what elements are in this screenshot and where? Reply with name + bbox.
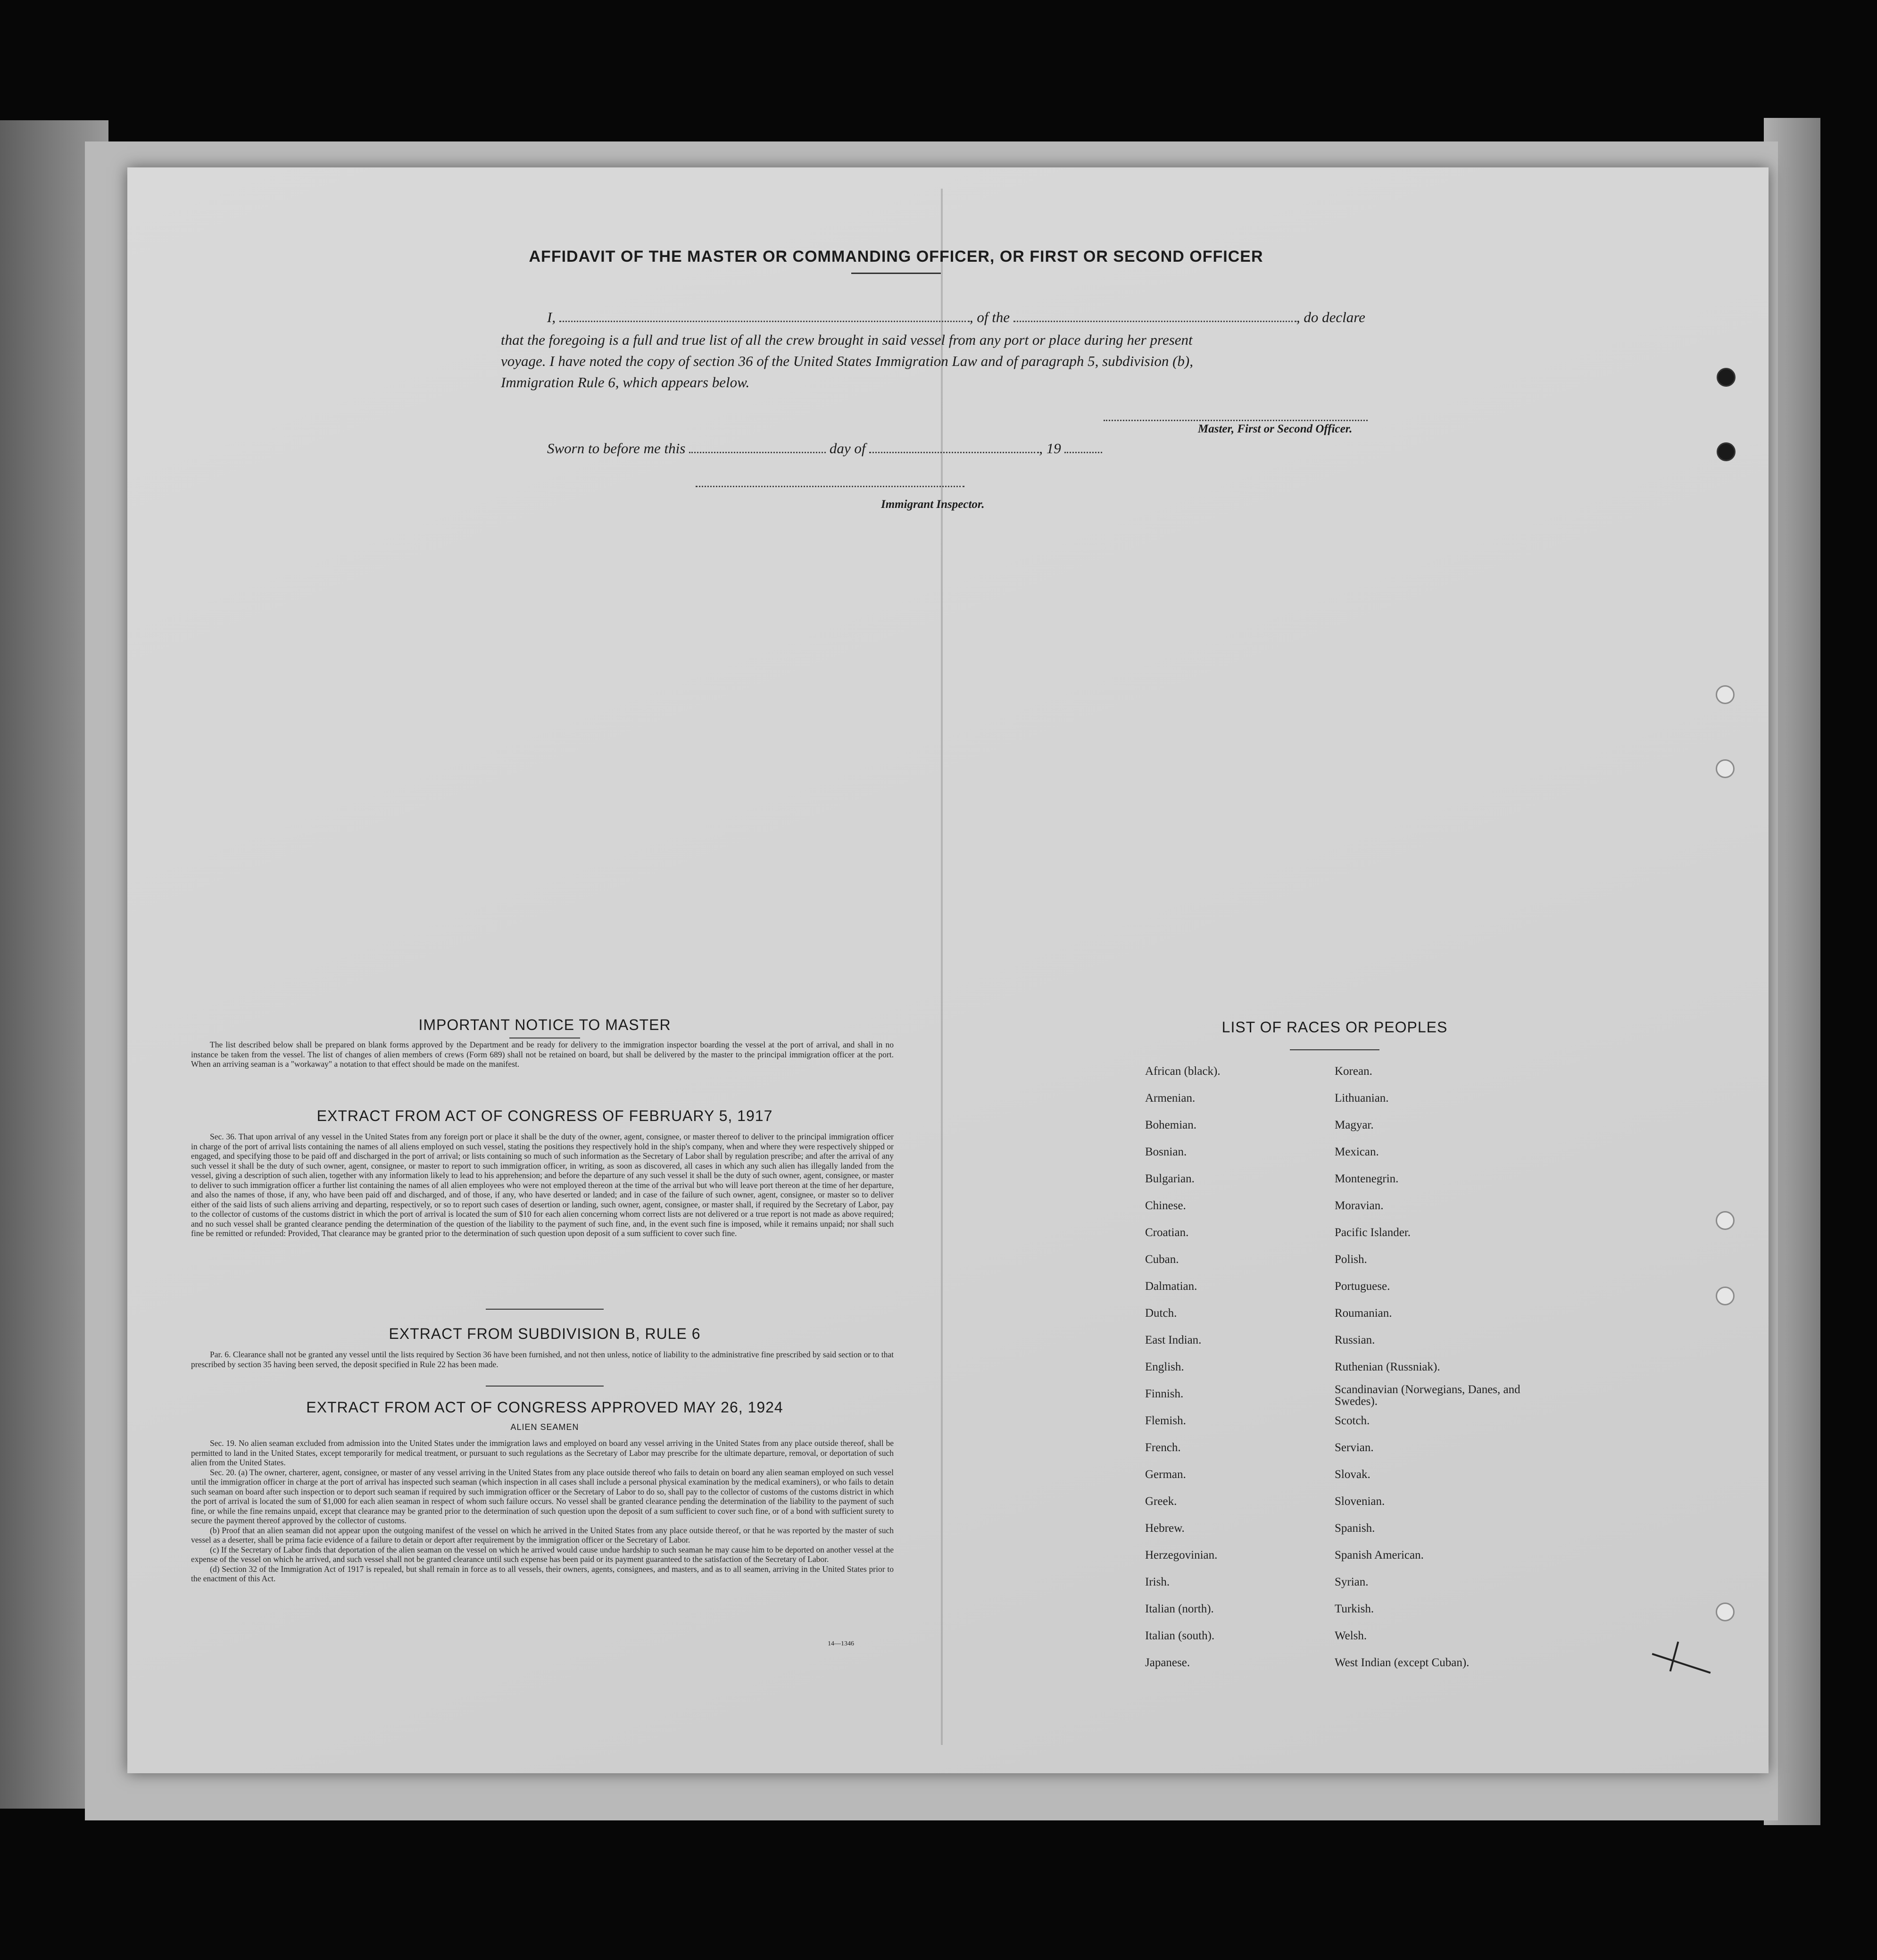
races-rule bbox=[1290, 1049, 1379, 1050]
punch-hole bbox=[1717, 442, 1736, 461]
name-blank bbox=[559, 320, 970, 322]
extract-1924-sec20d: (d) Section 32 of the Immigration Act of 1917 is repealed, but shall remain in force as to all vessels, their owners, agents, consignees, and masters, and as to all seamen, arriving in the United States prior to the enactment of this Act. bbox=[191, 1564, 894, 1583]
races-title: LIST OF RACES OR PEOPLES bbox=[1221, 1019, 1448, 1036]
race-item: Bosnian. bbox=[1145, 1146, 1187, 1158]
extract-1924-title: EXTRACT FROM ACT OF CONGRESS APPROVED MAY 26, 1924 bbox=[306, 1399, 783, 1416]
race-item: Pacific Islander. bbox=[1335, 1226, 1411, 1239]
race-item: Scandinavian (Norwegians, Danes, and Swedes). bbox=[1335, 1383, 1520, 1408]
race-item: Hebrew. bbox=[1145, 1522, 1185, 1535]
race-item: Spanish American. bbox=[1335, 1549, 1424, 1561]
affidavit-line-3: voyage. I have noted the copy of section 36 of the United States Immigration Law and of paragraph 5, subdivision (b), bbox=[501, 353, 1193, 369]
extract-1924-sec20a: Sec. 20. (a) The owner, charterer, agent, consignee, or master of any vessel arriving in the United States from any place outside thereof who fails to detain on board any alien seaman employed on such vessel until the immigration officer in charge at the port of arrival has inspected such seaman (which inspection in all cases shall include a personal physical examination by the medical examiners), or who fails to detain such seaman on board after such inspection or to deport such seaman if required by such immigration officer or the Secretary of Labor to do so, shall pay to the collector of customs of the customs district in which the port of arrival is located the sum of $1,000 for each alien seaman in respect of whom such failure occurs. No vessel shall be granted clearance pending the determination of the liability to the payment of such fine, or while the fine remains unpaid, except that clearance may be granted prior to the determination of such question upon the deposit of a sum sufficient to cover such fine, or of a bond with sufficient surety to secure the payment thereof approved by the collector of customs. bbox=[191, 1467, 894, 1525]
race-item: Spanish. bbox=[1335, 1522, 1375, 1535]
race-item: West Indian (except Cuban). bbox=[1335, 1656, 1470, 1669]
extract-1924-sec20b: (b) Proof that an alien seaman did not appear upon the outgoing manifest of the vessel on which he arrived in the United States from any place outside thereof, or that he was reported by the master of such vessel as a deserter, shall be prima facie evidence of a failure to detain or deport after requirement by the immigration officer or the Secretary of Labor. bbox=[191, 1525, 894, 1545]
extract-1917-rule bbox=[486, 1309, 604, 1310]
race-item: East Indian. bbox=[1145, 1334, 1202, 1346]
page-fold bbox=[941, 189, 943, 1745]
inspector-signature-label: Immigrant Inspector. bbox=[881, 498, 985, 511]
punch-hole bbox=[1716, 685, 1735, 704]
notice-text: The list described below shall be prepared on blank forms approved by the Department and be ready for delivery to the immigration inspector boarding the vessel at the port of arrival, and shall in no instance be taken from the vessel. The list of changes of alien members of crews (Form 689) shall not be retained on board, but shall be delivered by the master to the principal immigration officer at the port. When an arriving seaman is a "workaway" a notation to that effect should be made on the manifest. bbox=[191, 1040, 894, 1069]
extract-1924-text bbox=[191, 1438, 894, 1584]
affidavit-of-the: , of the bbox=[969, 309, 1010, 325]
race-item: Slovenian. bbox=[1335, 1495, 1385, 1508]
extract-rule6-rule bbox=[486, 1386, 604, 1387]
race-item: Ruthenian (Russniak). bbox=[1335, 1361, 1440, 1373]
race-item: Irish. bbox=[1145, 1576, 1170, 1588]
punch-hole bbox=[1717, 368, 1736, 387]
race-item: Armenian. bbox=[1145, 1092, 1196, 1105]
race-item: Montenegrin. bbox=[1335, 1172, 1399, 1185]
race-item: Lithuanian. bbox=[1335, 1092, 1389, 1105]
race-item: Turkish. bbox=[1335, 1603, 1374, 1615]
race-item: Scotch. bbox=[1335, 1414, 1370, 1427]
master-signature-label: Master, First or Second Officer. bbox=[1198, 423, 1353, 435]
race-item: Roumanian. bbox=[1335, 1307, 1392, 1320]
extract-1917-title: EXTRACT FROM ACT OF CONGRESS OF FEBRUARY 5, 1917 bbox=[316, 1107, 773, 1124]
race-item: Greek. bbox=[1145, 1495, 1177, 1508]
race-item: Japanese. bbox=[1145, 1656, 1190, 1669]
affidavit-declare: , do declare bbox=[1296, 309, 1365, 325]
vessel-blank bbox=[1013, 320, 1296, 322]
extract-rule6-title: EXTRACT FROM SUBDIVISION B, RULE 6 bbox=[389, 1325, 701, 1342]
year-blank bbox=[1064, 451, 1102, 453]
affidavit-line-1 bbox=[547, 309, 1365, 326]
race-item: Italian (south). bbox=[1145, 1629, 1215, 1642]
year-prefix: , 19 bbox=[1039, 440, 1061, 457]
extract-rule6-text: Par. 6. Clearance shall not be granted any vessel until the lists required by Section 36 have been furnished, and not then unless, notice of liability to the administrative fine prescribed by said section or to that prescribed by section 35 having been served, the deposit specified in Rule 22 has been made. bbox=[191, 1350, 894, 1369]
extract-1924-sec20c: (c) If the Secretary of Labor finds that deportation of the alien seaman on the vessel on which he arrived would cause undue hardship to such seaman he may cause him to be deported on another vessel at the expense of the vessel on which he arrived, and such vessel shall not be granted clearance until such expense has been paid or its payment guaranteed to the satisfaction of the Secretary of Labor. bbox=[191, 1545, 894, 1564]
extract-1924-sec19: Sec. 19. No alien seaman excluded from admission into the United States under the immigration laws and employed on board any vessel arriving in the United States from any place outside thereof, shall be permitted to land in the United States, except temporarily for medical treatment, or pursuant to such regulations as the Secretary of Labor may prescribe for the ultimate departure, removal, or deportation of such alien from the United States. bbox=[191, 1438, 894, 1467]
race-item: Moravian. bbox=[1335, 1199, 1384, 1212]
race-item: Cuban. bbox=[1145, 1253, 1179, 1266]
race-item: English. bbox=[1145, 1361, 1184, 1373]
day-blank bbox=[689, 451, 826, 453]
affidavit-title-text: AFFIDAVIT OF THE MASTER OR COMMANDING OFFICER, OR FIRST OR SECOND OFFICER bbox=[529, 248, 1263, 266]
race-item: Polish. bbox=[1335, 1253, 1367, 1266]
race-item: Dutch. bbox=[1145, 1307, 1177, 1320]
race-item: Russian. bbox=[1335, 1334, 1375, 1346]
sworn-line bbox=[547, 440, 1102, 457]
extract-1917-text: Sec. 36. That upon arrival of any vessel in the United States from any foreign port or place it shall be the duty of the owner, agent, consignee, or master thereof to deliver to the principal immigration officer in charge of the port of arrival lists containing the names of all aliens employed on such vessel, stating the positions they respectively hold in the ship's company, when and where they were respectively shipped or engaged, and specifying those to be paid off and discharged in the port of arrival; or lists containing so much of such information as the Secretary of Labor shall by regulation prescribe; and after the arrival of any such vessel it shall be the duty of such owner, agent, consignee, or master to report to such immigration officer, in writing, as soon as discovered, all cases in which any such alien has illegally landed from the vessel, giving a description of such alien, together with any information likely to lead to his apprehension; and before the departure of any such vessel it shall be the duty of such owner, agent, consignee, or master to deliver to such immigration officer a further list containing the names of all alien employees who were not employed thereon at the time of the arrival but who will leave port thereon at the time of her departure, and also the names of those, if any, who have been paid off and discharged, and of those, if any, who have deserted or landed; and in case of the failure of such owner, agent, consignee, or master so to deliver either of the said lists of such aliens arriving and departing, respectively, or so to report such cases of desertion or landing, such owner, agent, consignee, or master shall, if required by the Secretary of Labor, pay to the collector of customs of the customs district in which the port of arrival is located the sum of $10 for each alien concerning whom correct lists are not delivered or a true report is not made as above required; and no such vessel shall be granted clearance pending the determination of the question of the liability to the payment of such fine, and, in the event such fine is imposed, while it remains unpaid; nor shall such fine be remitted or refunded: Provided, That clearance may be granted prior to the determination of such question upon deposit of a sum sufficient to cover such fine. bbox=[191, 1132, 894, 1238]
month-blank bbox=[869, 451, 1039, 453]
race-item: Syrian. bbox=[1335, 1576, 1369, 1588]
title-rule bbox=[851, 273, 941, 274]
race-item: Finnish. bbox=[1145, 1387, 1184, 1400]
race-item: Bohemian. bbox=[1145, 1119, 1197, 1131]
race-item: Italian (north). bbox=[1145, 1603, 1214, 1615]
punch-hole bbox=[1716, 1287, 1735, 1305]
race-item: Croatian. bbox=[1145, 1226, 1189, 1239]
race-item: Dalmatian. bbox=[1145, 1280, 1197, 1293]
race-item: Flemish. bbox=[1145, 1414, 1186, 1427]
race-item: Chinese. bbox=[1145, 1199, 1186, 1212]
race-item: Herzegovinian. bbox=[1145, 1549, 1218, 1561]
race-item: African (black). bbox=[1145, 1065, 1221, 1078]
race-item: Servian. bbox=[1335, 1441, 1374, 1454]
punch-hole bbox=[1716, 759, 1735, 778]
race-item: Portuguese. bbox=[1335, 1280, 1390, 1293]
race-item: French. bbox=[1145, 1441, 1181, 1454]
affidavit-line-2: that the foregoing is a full and true list of all the crew brought in said vessel from any port or place during her present bbox=[501, 332, 1193, 348]
race-item: Slovak. bbox=[1335, 1468, 1370, 1481]
race-item: Magyar. bbox=[1335, 1119, 1374, 1131]
punch-hole bbox=[1716, 1603, 1735, 1621]
master-signature-line bbox=[1104, 419, 1368, 421]
punch-hole bbox=[1716, 1211, 1735, 1230]
notice-title: IMPORTANT NOTICE TO MASTER bbox=[418, 1016, 671, 1033]
affidavit-i: I, bbox=[547, 309, 556, 325]
extract-1924-subtitle: ALIEN SEAMEN bbox=[510, 1422, 579, 1432]
race-item: Welsh. bbox=[1335, 1629, 1367, 1642]
affidavit-title bbox=[330, 248, 1462, 274]
form-number: 14—1346 bbox=[828, 1640, 854, 1647]
sworn-before: Sworn to before me this bbox=[547, 440, 686, 457]
affidavit-line-4: Immigration Rule 6, which appears below. bbox=[501, 374, 750, 390]
race-item: Mexican. bbox=[1335, 1146, 1379, 1158]
race-item: German. bbox=[1145, 1468, 1186, 1481]
race-item: Korean. bbox=[1335, 1065, 1372, 1078]
race-item: Bulgarian. bbox=[1145, 1172, 1195, 1185]
inspector-signature-line bbox=[696, 485, 964, 487]
day-of: day of bbox=[829, 440, 866, 457]
